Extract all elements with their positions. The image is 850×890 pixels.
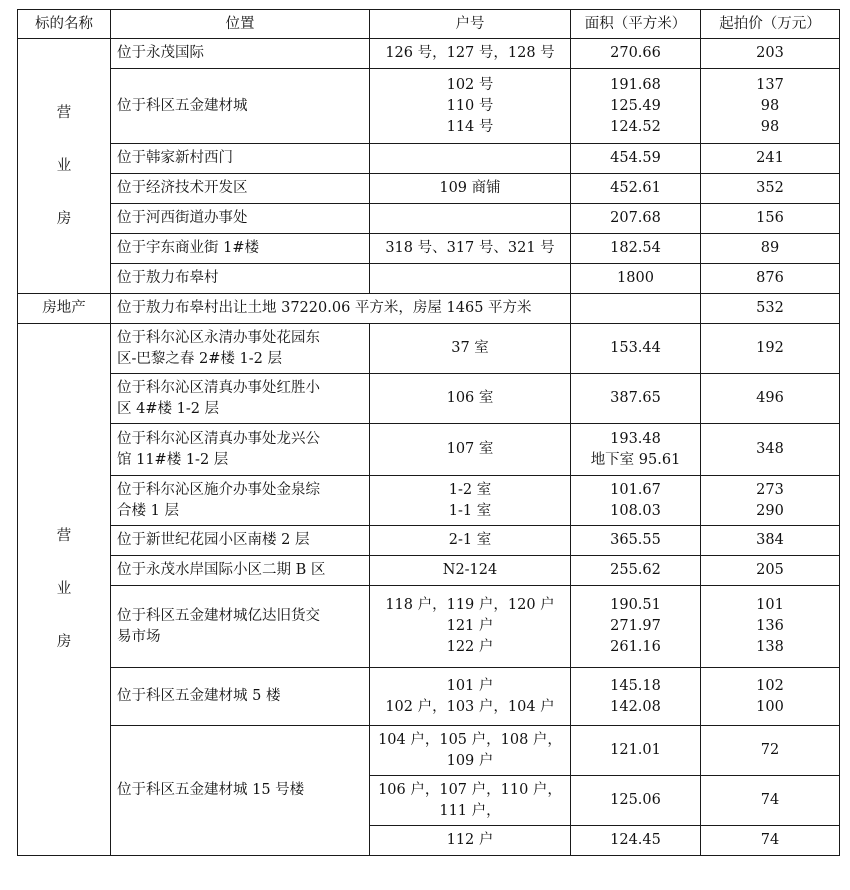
table-row [18, 144, 840, 174]
price-cell [701, 586, 840, 668]
price-cell: 72 [701, 726, 840, 776]
price-cell [701, 264, 840, 294]
price-text: 138 [756, 639, 784, 655]
location-text: 位于科尔沁区清真办事处龙兴公 [117, 430, 320, 447]
location-cell [111, 234, 370, 264]
table-row [18, 476, 840, 526]
unit-cell [370, 726, 571, 776]
location-cell: 位于科区五金建材城 15 号楼 [111, 726, 370, 856]
category-spacer [20, 600, 108, 632]
area-text: 101.67 [610, 481, 661, 498]
price-text: 496 [756, 390, 784, 406]
price-cell: 532 [701, 294, 840, 324]
header-cell: 位置 [111, 10, 370, 39]
price-text: 205 [756, 562, 784, 578]
price-text: 876 [756, 270, 784, 286]
area-cell [571, 374, 701, 424]
area-text: 地下室 95.61 [590, 451, 681, 468]
price-text: 101 [756, 597, 784, 613]
category-spacer [20, 124, 108, 156]
unit-text: 126 号，127 号，128 号 [385, 45, 555, 61]
area-text: 145.18 [610, 677, 661, 694]
header-cell: 面积（平方米） [571, 10, 701, 39]
unit-text: 121 户 [446, 618, 494, 634]
location-cell: 位于敖力布皋村出让土地 37220.06 平方米，房屋 1465 平方米 [111, 294, 571, 324]
unit-text: 114 号 [446, 118, 494, 135]
unit-text: 102 户，103 户，104 户 [385, 698, 555, 715]
area-cell [571, 294, 701, 324]
location-text: 位于科尔沁区清真办事处红胜小 [117, 379, 320, 396]
area-text: 1800 [617, 270, 654, 286]
unit-cell [370, 526, 571, 556]
header-cell: 户号 [370, 10, 571, 39]
price-cell: 74 [701, 776, 840, 826]
unit-text: 2-1 室 [448, 532, 492, 548]
location-text: 位于宇东商业街 1#楼 [117, 240, 259, 256]
unit-cell [370, 668, 571, 726]
area-text: 255.62 [610, 562, 661, 578]
location-text: 馆 11#楼 1-2 层 [117, 451, 229, 468]
area-text: 270.66 [610, 45, 661, 61]
location-text: 位于永茂水岸国际小区二期 B 区 [117, 562, 326, 578]
location-cell [111, 586, 370, 668]
area-text: 454.59 [610, 150, 661, 166]
location-text: 位于经济技术开发区 [117, 180, 248, 196]
unit-text: 111 户， [439, 802, 501, 819]
location-cell [111, 144, 370, 174]
area-cell [571, 174, 701, 204]
unit-text: 106 户，107 户，110 户， [378, 781, 562, 798]
area-text: 125.49 [610, 97, 661, 114]
price-cell [701, 234, 840, 264]
category-char: 房 [56, 634, 72, 650]
price-text: 137 [756, 76, 784, 93]
unit-text: 109 户 [446, 752, 494, 769]
price-text: 241 [756, 150, 784, 166]
price-cell [701, 476, 840, 526]
table-row [18, 526, 840, 556]
table-row [18, 204, 840, 234]
price-text: 290 [756, 502, 784, 519]
table-row [18, 324, 840, 374]
price-text: 89 [760, 240, 780, 256]
unit-text: 1-2 室 [448, 481, 492, 498]
location-text: 位于科区五金建材城亿达旧货交 [117, 607, 320, 624]
area-cell [571, 204, 701, 234]
table-row [18, 234, 840, 264]
location-text: 合楼 1 层 [117, 502, 179, 519]
header-row [18, 10, 840, 39]
area-cell: 121.01 [571, 726, 701, 776]
location-cell [111, 668, 370, 726]
area-text: 261.16 [610, 639, 661, 655]
location-text: 位于新世纪花园小区南楼 2 层 [117, 532, 310, 548]
price-text: 100 [756, 698, 784, 715]
area-text: 365.55 [610, 532, 661, 548]
area-cell [571, 264, 701, 294]
unit-cell [370, 374, 571, 424]
area-text: 193.48 [610, 430, 661, 447]
table-row [18, 668, 840, 726]
area-text: 387.65 [610, 390, 661, 406]
price-cell [701, 374, 840, 424]
unit-text: 107 室 [446, 441, 494, 457]
unit-text: 106 室 [446, 390, 494, 406]
price-text: 348 [756, 441, 784, 457]
header-cell: 标的名称 [18, 10, 111, 39]
category-spacer [20, 547, 108, 579]
unit-cell [370, 234, 571, 264]
location-cell [111, 476, 370, 526]
unit-cell [370, 556, 571, 586]
price-text: 352 [756, 180, 784, 196]
table-row [18, 69, 840, 144]
unit-text: 112 户 [446, 832, 494, 848]
category-spacer [20, 177, 108, 209]
location-text: 易市场 [117, 628, 161, 645]
price-cell [701, 69, 840, 144]
auction-table [17, 9, 840, 856]
category-char: 房 [56, 210, 72, 227]
table-row [18, 39, 840, 69]
unit-cell [370, 476, 571, 526]
unit-text: 102 号 [446, 76, 494, 93]
location-cell [111, 69, 370, 144]
unit-cell [370, 69, 571, 144]
location-text: 位于敖力布皋村 [117, 270, 219, 286]
area-text: 271.97 [610, 618, 661, 634]
price-cell [701, 668, 840, 726]
location-cell [111, 174, 370, 204]
unit-text: 110 号 [446, 97, 494, 114]
location-cell [111, 374, 370, 424]
location-text: 位于科尔沁区施介办事处金泉综 [117, 481, 320, 498]
unit-cell [370, 204, 571, 234]
area-cell: 125.06 [571, 776, 701, 826]
unit-text: 118 户，119 户，120 户 [385, 597, 555, 613]
category-char: 业 [56, 581, 72, 597]
price-cell [701, 424, 840, 476]
unit-cell [370, 586, 571, 668]
area-cell: 124.45 [571, 826, 701, 856]
area-cell [571, 324, 701, 374]
unit-text: 122 户 [446, 639, 494, 655]
location-text: 位于河西街道办事处 [117, 210, 248, 226]
unit-text: 104 户，105 户，108 户， [378, 731, 562, 748]
area-text: 207.68 [610, 210, 661, 226]
area-cell [571, 668, 701, 726]
category-char: 营 [56, 104, 72, 121]
area-cell [571, 526, 701, 556]
area-cell [571, 69, 701, 144]
price-cell [701, 526, 840, 556]
price-text: 273 [756, 481, 784, 498]
category-cell [18, 324, 111, 856]
area-text: 191.68 [610, 76, 661, 93]
location-text: 区 4#楼 1-2 层 [117, 400, 220, 417]
price-cell [701, 556, 840, 586]
location-cell [111, 39, 370, 69]
location-text: 位于科尔沁区永清办事处花园东 [117, 329, 320, 346]
category-cell [18, 39, 111, 294]
table-row [18, 424, 840, 476]
price-text: 136 [756, 618, 784, 634]
unit-cell [370, 39, 571, 69]
price-text: 156 [756, 210, 784, 226]
location-text: 位于科区五金建材城 5 楼 [117, 688, 281, 704]
table-row [18, 586, 840, 668]
table-row [18, 264, 840, 294]
header-cell: 起拍价（万元） [701, 10, 840, 39]
location-cell [111, 204, 370, 234]
unit-text: N2-124 [442, 562, 498, 578]
area-text: 153.44 [610, 340, 661, 356]
location-text: 位于韩家新村西门 [117, 150, 233, 166]
category-char: 营 [56, 528, 72, 544]
category-cell: 房地产 [18, 294, 111, 324]
area-cell [571, 144, 701, 174]
table-row [18, 294, 840, 324]
unit-cell [370, 424, 571, 476]
location-cell [111, 264, 370, 294]
location-text: 位于永茂国际 [117, 45, 204, 61]
unit-cell [370, 144, 571, 174]
area-text: 108.03 [610, 502, 661, 519]
unit-cell [370, 776, 571, 826]
price-cell [701, 204, 840, 234]
table-row [18, 374, 840, 424]
location-cell [111, 556, 370, 586]
location-cell [111, 424, 370, 476]
unit-cell [370, 324, 571, 374]
price-text: 102 [756, 677, 784, 694]
price-cell: 74 [701, 826, 840, 856]
unit-cell [370, 826, 571, 856]
area-text: 124.52 [610, 118, 661, 135]
price-cell [701, 174, 840, 204]
unit-text: 37 室 [451, 340, 489, 356]
price-cell [701, 324, 840, 374]
unit-text: 1-1 室 [448, 502, 492, 519]
price-text: 98 [760, 97, 780, 114]
area-cell [571, 424, 701, 476]
price-text: 98 [760, 118, 780, 135]
location-text: 位于科区五金建材城 [117, 97, 248, 114]
location-cell [111, 324, 370, 374]
unit-cell [370, 264, 571, 294]
price-text: 203 [756, 45, 784, 61]
area-text: 452.61 [610, 180, 661, 196]
area-cell [571, 556, 701, 586]
area-text: 142.08 [610, 698, 661, 715]
area-text: 182.54 [610, 240, 661, 256]
unit-cell [370, 174, 571, 204]
location-cell [111, 526, 370, 556]
unit-text: 101 户 [446, 677, 494, 694]
area-cell [571, 476, 701, 526]
area-cell [571, 586, 701, 668]
table-row [18, 556, 840, 586]
price-text: 192 [756, 340, 784, 356]
category-char: 业 [56, 157, 72, 174]
price-cell [701, 39, 840, 69]
location-text: 区-巴黎之春 2#楼 1-2 层 [117, 350, 282, 367]
price-text: 384 [756, 532, 784, 548]
unit-text: 318 号、317 号、321 号 [385, 240, 555, 256]
table-row [18, 726, 840, 776]
area-text: 190.51 [610, 597, 661, 613]
area-cell [571, 234, 701, 264]
price-cell [701, 144, 840, 174]
area-cell [571, 39, 701, 69]
table-row [18, 174, 840, 204]
unit-text: 109 商铺 [439, 180, 501, 196]
